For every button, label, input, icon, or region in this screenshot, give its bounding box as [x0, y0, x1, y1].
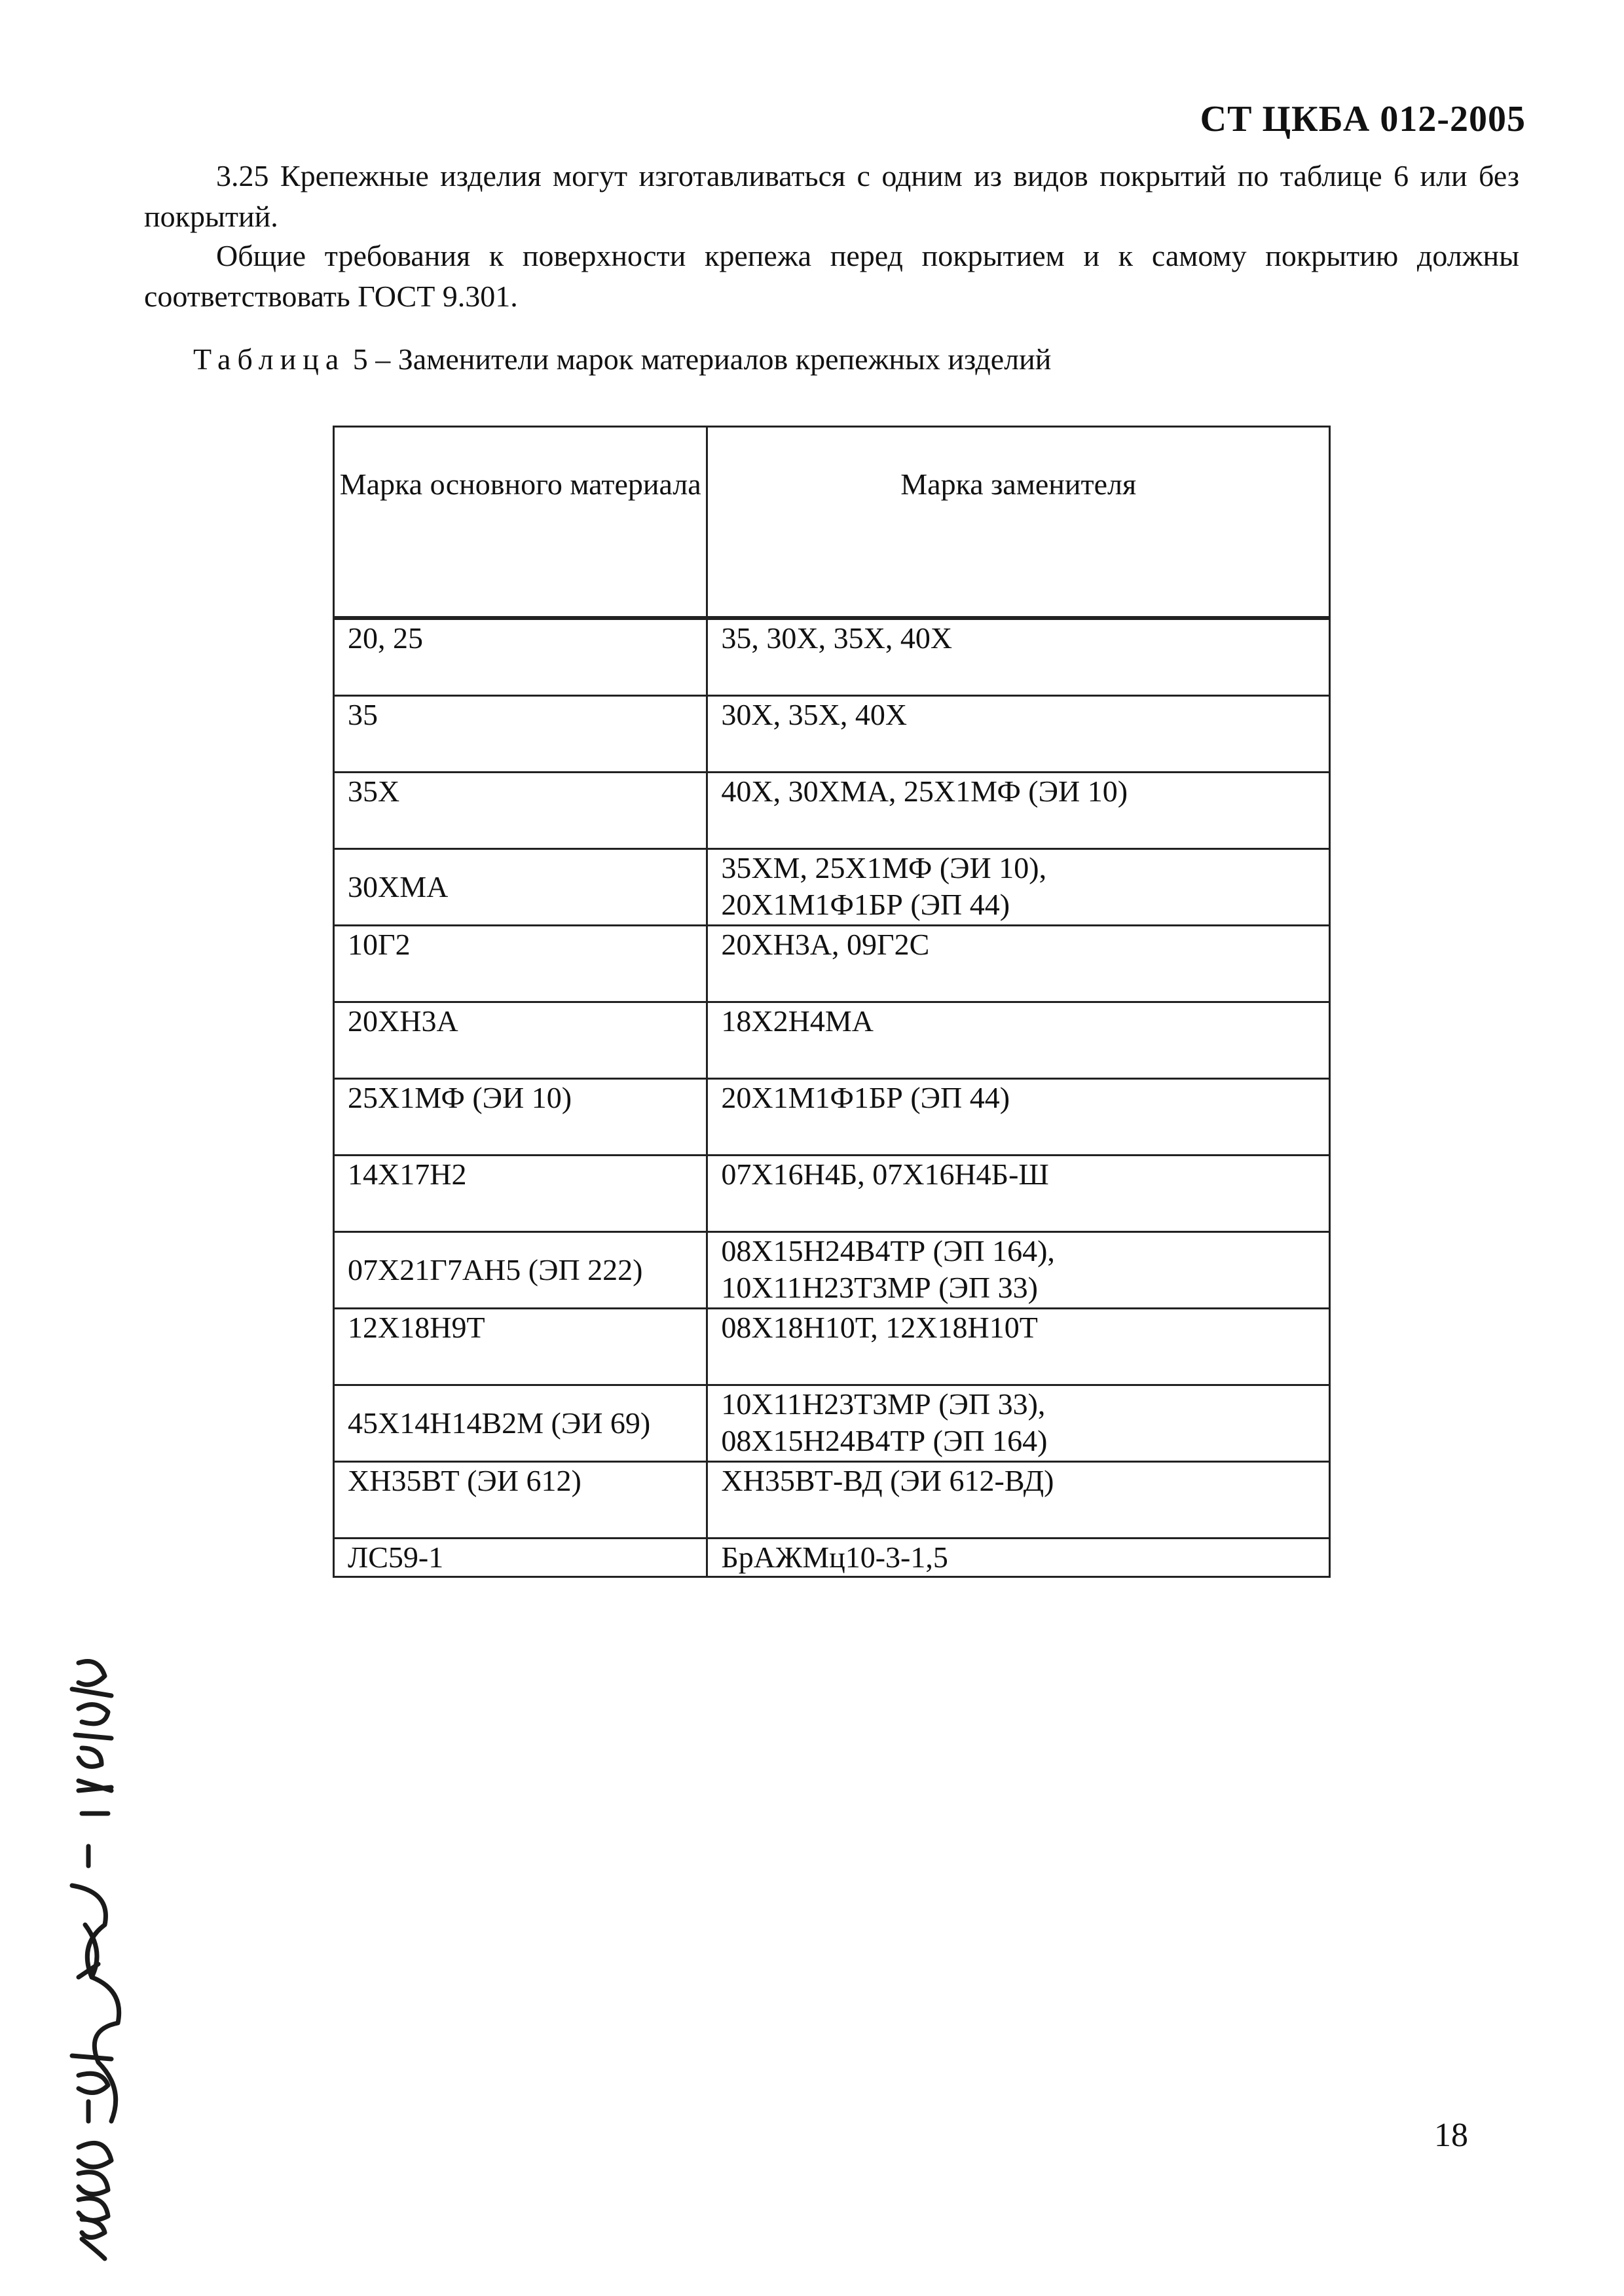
substitute-line: 20Х1М1Ф1БР (ЭП 44) [721, 1081, 1010, 1114]
cell-base-material: ЛС59-1 [334, 1539, 707, 1577]
substitute-line: 08Х15Н24В4ТР (ЭП 164) [721, 1424, 1048, 1457]
table-row [334, 849, 1330, 926]
table-row [334, 1462, 1330, 1539]
cell-base-material: 14Х17Н2 [334, 1156, 707, 1232]
cell-base-material: 10Г2 [334, 926, 707, 1002]
handwritten-signature [52, 1650, 144, 2265]
substitute-line: 08Х18Н10Т, 12Х18Н10Т [721, 1311, 1038, 1344]
cell-base-material: 12Х18Н9Т [334, 1309, 707, 1385]
cell-base-material: 20ХН3А [334, 1002, 707, 1079]
cell-substitute-material [707, 1002, 1330, 1079]
cell-substitute-material [707, 773, 1330, 849]
cell-substitute-material [707, 1462, 1330, 1539]
table-row [334, 1232, 1330, 1309]
cell-substitute-material [707, 849, 1330, 926]
substitute-line: 20Х1М1Ф1БР (ЭП 44) [721, 888, 1010, 921]
table-row [334, 1309, 1330, 1385]
table-caption [193, 342, 1051, 376]
cell-substitute-material [707, 1232, 1330, 1309]
table-row [334, 696, 1330, 773]
table-row [334, 618, 1330, 696]
substitute-line: 07Х16Н4Б, 07Х16Н4Б-Ш [721, 1157, 1049, 1191]
cell-base-material: ХН35ВТ (ЭИ 612) [334, 1462, 707, 1539]
paragraph-general-requirements [144, 236, 1519, 317]
substitute-line: 30Х, 35Х, 40Х [721, 698, 908, 731]
table-caption-label: Таблица [193, 342, 346, 376]
cell-base-material: 25Х1МФ (ЭИ 10) [334, 1079, 707, 1156]
paragraph-3-25 [144, 156, 1519, 237]
table-row [334, 1385, 1330, 1462]
table-row [334, 926, 1330, 1002]
cell-substitute-material [707, 696, 1330, 773]
substitute-line: 18Х2Н4МА [721, 1004, 874, 1038]
cell-substitute-material [707, 1309, 1330, 1385]
substitute-line: 40Х, 30ХМА, 25Х1МФ (ЭИ 10) [721, 774, 1128, 808]
table-row [334, 1002, 1330, 1079]
paragraph-text: Общие требования к поверхности крепежа перед покрытием и к самому покрытию должны соответствовать ГОСТ 9.301. [144, 239, 1519, 313]
substitute-line: ХН35ВТ-ВД (ЭИ 612-ВД) [721, 1464, 1054, 1497]
substitute-line: 10Х11Н23Т3МР (ЭП 33) [721, 1271, 1038, 1304]
cell-substitute-material [707, 1539, 1330, 1577]
substitute-line: 20ХН3А, 09Г2С [721, 928, 930, 961]
table-row [334, 1079, 1330, 1156]
paragraph-text: 3.25 Крепежные изделия могут изготавливаться с одним из видов покрытий по таблице 6 или без покрытий. [144, 159, 1519, 233]
substitute-line: БрАЖМц10-3-1,5 [721, 1540, 948, 1574]
cell-base-material: 35Х [334, 773, 707, 849]
substitute-line: 35, 30Х, 35Х, 40Х [721, 621, 953, 655]
cell-base-material: 20, 25 [334, 618, 707, 696]
header-base-material: Марка основного материала [334, 427, 707, 619]
substitutes-table [333, 426, 1331, 1578]
page-number: 18 [1434, 2117, 1468, 2154]
table-row [334, 773, 1330, 849]
substitute-line: 08Х15Н24В4ТР (ЭП 164), [721, 1234, 1055, 1267]
cell-substitute-material [707, 1156, 1330, 1232]
table-row [334, 1156, 1330, 1232]
document-code: СТ ЦКБА 012-2005 [1200, 99, 1526, 139]
table-row [334, 1539, 1330, 1577]
substitute-line: 35ХМ, 25Х1МФ (ЭИ 10), [721, 851, 1047, 884]
table-caption-text: 5 – Заменители марок материалов крепежных изделий [352, 342, 1052, 376]
header-substitute-material: Марка заменителя [707, 427, 1330, 619]
cell-substitute-material [707, 926, 1330, 1002]
cell-base-material: 30ХМА [334, 849, 707, 926]
cell-substitute-material [707, 1079, 1330, 1156]
cell-base-material: 35 [334, 696, 707, 773]
cell-base-material: 45Х14Н14В2М (ЭИ 69) [334, 1385, 707, 1462]
cell-substitute-material [707, 1385, 1330, 1462]
cell-substitute-material [707, 618, 1330, 696]
substitute-line: 10Х11Н23Т3МР (ЭП 33), [721, 1387, 1046, 1421]
table-body [334, 618, 1330, 1577]
table-header-row [334, 427, 1330, 619]
cell-base-material: 07Х21Г7АН5 (ЭП 222) [334, 1232, 707, 1309]
